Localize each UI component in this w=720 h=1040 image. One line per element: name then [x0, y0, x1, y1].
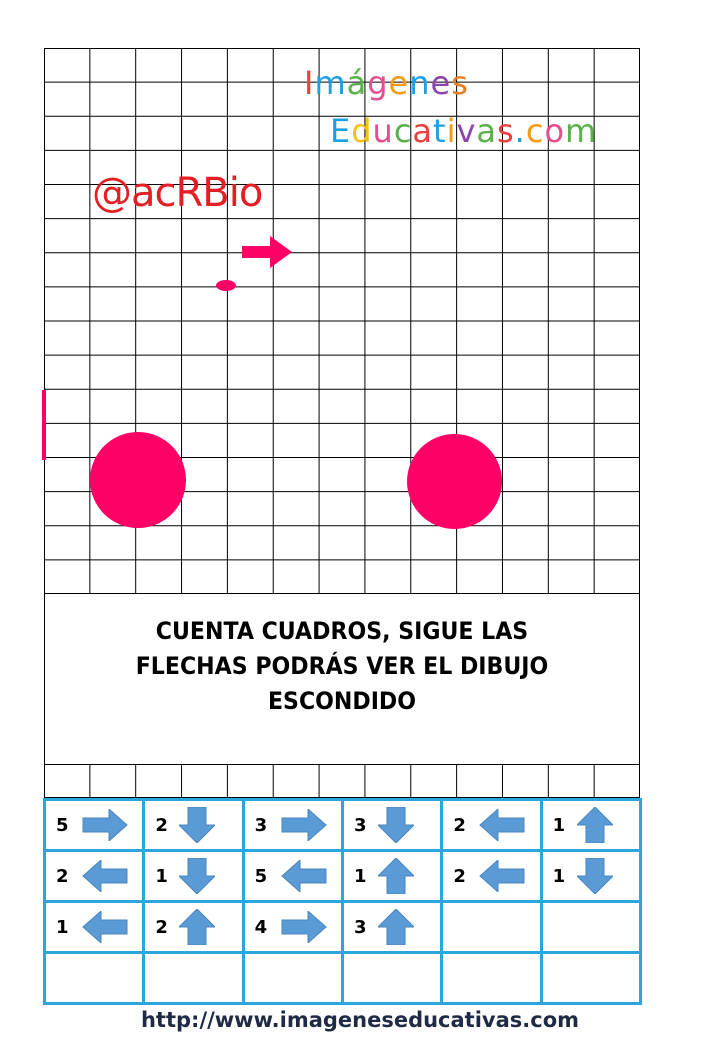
logo-letter: a — [476, 112, 497, 150]
move-cell — [442, 800, 541, 851]
move-count: 2 — [453, 865, 466, 887]
move-count: 1 — [353, 865, 367, 887]
moves-row — [45, 851, 641, 902]
move-cell — [45, 851, 144, 902]
move-cell — [45, 953, 144, 1004]
logo-letter: s — [451, 64, 469, 102]
wheel-right — [407, 434, 502, 529]
arrow-right-icon — [80, 809, 130, 841]
move-cell — [442, 953, 541, 1004]
logo-letter: i — [446, 112, 457, 150]
arrow-right-icon — [279, 809, 329, 841]
move-cell — [442, 851, 541, 902]
arrow-left-icon — [279, 860, 329, 892]
move-count: 1 — [552, 814, 566, 836]
move-count: 3 — [254, 814, 268, 836]
move-cell — [541, 953, 640, 1004]
author-handle: @acRBio — [92, 170, 263, 216]
move-count: 1 — [56, 916, 69, 938]
logo-letter: á — [346, 64, 368, 102]
move-cell — [541, 851, 640, 902]
instruction-line-2: FLECHAS PODRÁS VER EL DIBUJO — [135, 652, 549, 680]
move-count: 4 — [254, 916, 268, 938]
moves-row — [45, 953, 641, 1004]
move-cell — [541, 902, 640, 953]
move-cell — [243, 953, 342, 1004]
logo-letter: c — [525, 112, 545, 150]
website-url: http://www.imageneseducativas.com — [140, 1008, 580, 1032]
move-cell — [342, 953, 441, 1004]
move-count: 1 — [552, 865, 566, 887]
logo-letter: I — [304, 64, 315, 102]
move-count: 2 — [453, 814, 466, 836]
move-count: 2 — [155, 814, 168, 836]
move-cell — [442, 902, 541, 953]
move-cell — [541, 800, 640, 851]
move-cell — [243, 902, 342, 953]
arrow-right-icon — [279, 911, 329, 943]
instruction-line-1: CUENTA CUADROS, SIGUE LAS — [155, 617, 529, 645]
move-cell — [45, 902, 144, 953]
move-cell — [342, 902, 441, 953]
move-cell — [144, 902, 243, 953]
logo-letter: E — [330, 112, 352, 150]
arrow-up-icon — [179, 909, 215, 945]
arrow-left-icon — [80, 860, 130, 892]
logo-letter: c — [393, 112, 413, 150]
moves-table — [43, 798, 642, 1005]
pink-line-mark — [42, 390, 46, 460]
move-count: 3 — [353, 814, 367, 836]
start-arrow-icon — [242, 236, 292, 268]
arrow-down-icon — [378, 807, 414, 843]
logo-letter: t — [433, 112, 447, 150]
move-count: 5 — [56, 814, 69, 836]
wheel-left — [90, 432, 186, 528]
move-count: 2 — [155, 916, 168, 938]
moves-row — [45, 902, 641, 953]
start-dot — [216, 280, 236, 291]
move-cell — [243, 851, 342, 902]
instruction-line-3: ESCONDIDO — [267, 687, 417, 715]
brand-logo-line2 — [330, 112, 597, 150]
move-cell — [342, 851, 441, 902]
logo-letter: v — [456, 112, 477, 150]
logo-letter: u — [372, 112, 394, 150]
brand-logo-line1 — [304, 64, 469, 102]
arrow-up-icon — [378, 858, 414, 894]
grid-strip — [44, 764, 640, 798]
move-cell — [144, 800, 243, 851]
arrow-down-icon — [179, 807, 215, 843]
instruction-box — [44, 594, 640, 764]
arrow-left-icon — [80, 911, 130, 943]
arrow-down-icon — [577, 858, 613, 894]
logo-letter: e — [430, 64, 452, 102]
logo-letter: g — [367, 64, 389, 102]
instruction-text — [69, 614, 615, 719]
move-cell — [144, 851, 243, 902]
logo-letter: s — [497, 112, 515, 150]
logo-letter: o — [544, 112, 566, 150]
move-cell — [45, 800, 144, 851]
move-cell — [342, 800, 441, 851]
logo-letter: n — [409, 64, 431, 102]
logo-letter: d — [351, 112, 373, 150]
logo-letter: . — [514, 112, 526, 150]
arrow-down-icon — [179, 858, 215, 894]
arrow-left-icon — [477, 860, 527, 892]
move-count: 1 — [155, 865, 168, 887]
arrow-up-icon — [577, 807, 613, 843]
move-cell — [144, 953, 243, 1004]
move-count: 3 — [353, 916, 367, 938]
move-cell — [243, 800, 342, 851]
logo-letter: m — [565, 112, 598, 150]
arrow-left-icon — [477, 809, 527, 841]
logo-letter: e — [388, 64, 410, 102]
arrow-up-icon — [378, 909, 414, 945]
moves-row — [45, 800, 641, 851]
logo-letter: a — [412, 112, 434, 150]
logo-letter: m — [314, 64, 347, 102]
move-count: 5 — [254, 865, 268, 887]
move-count: 2 — [56, 865, 69, 887]
